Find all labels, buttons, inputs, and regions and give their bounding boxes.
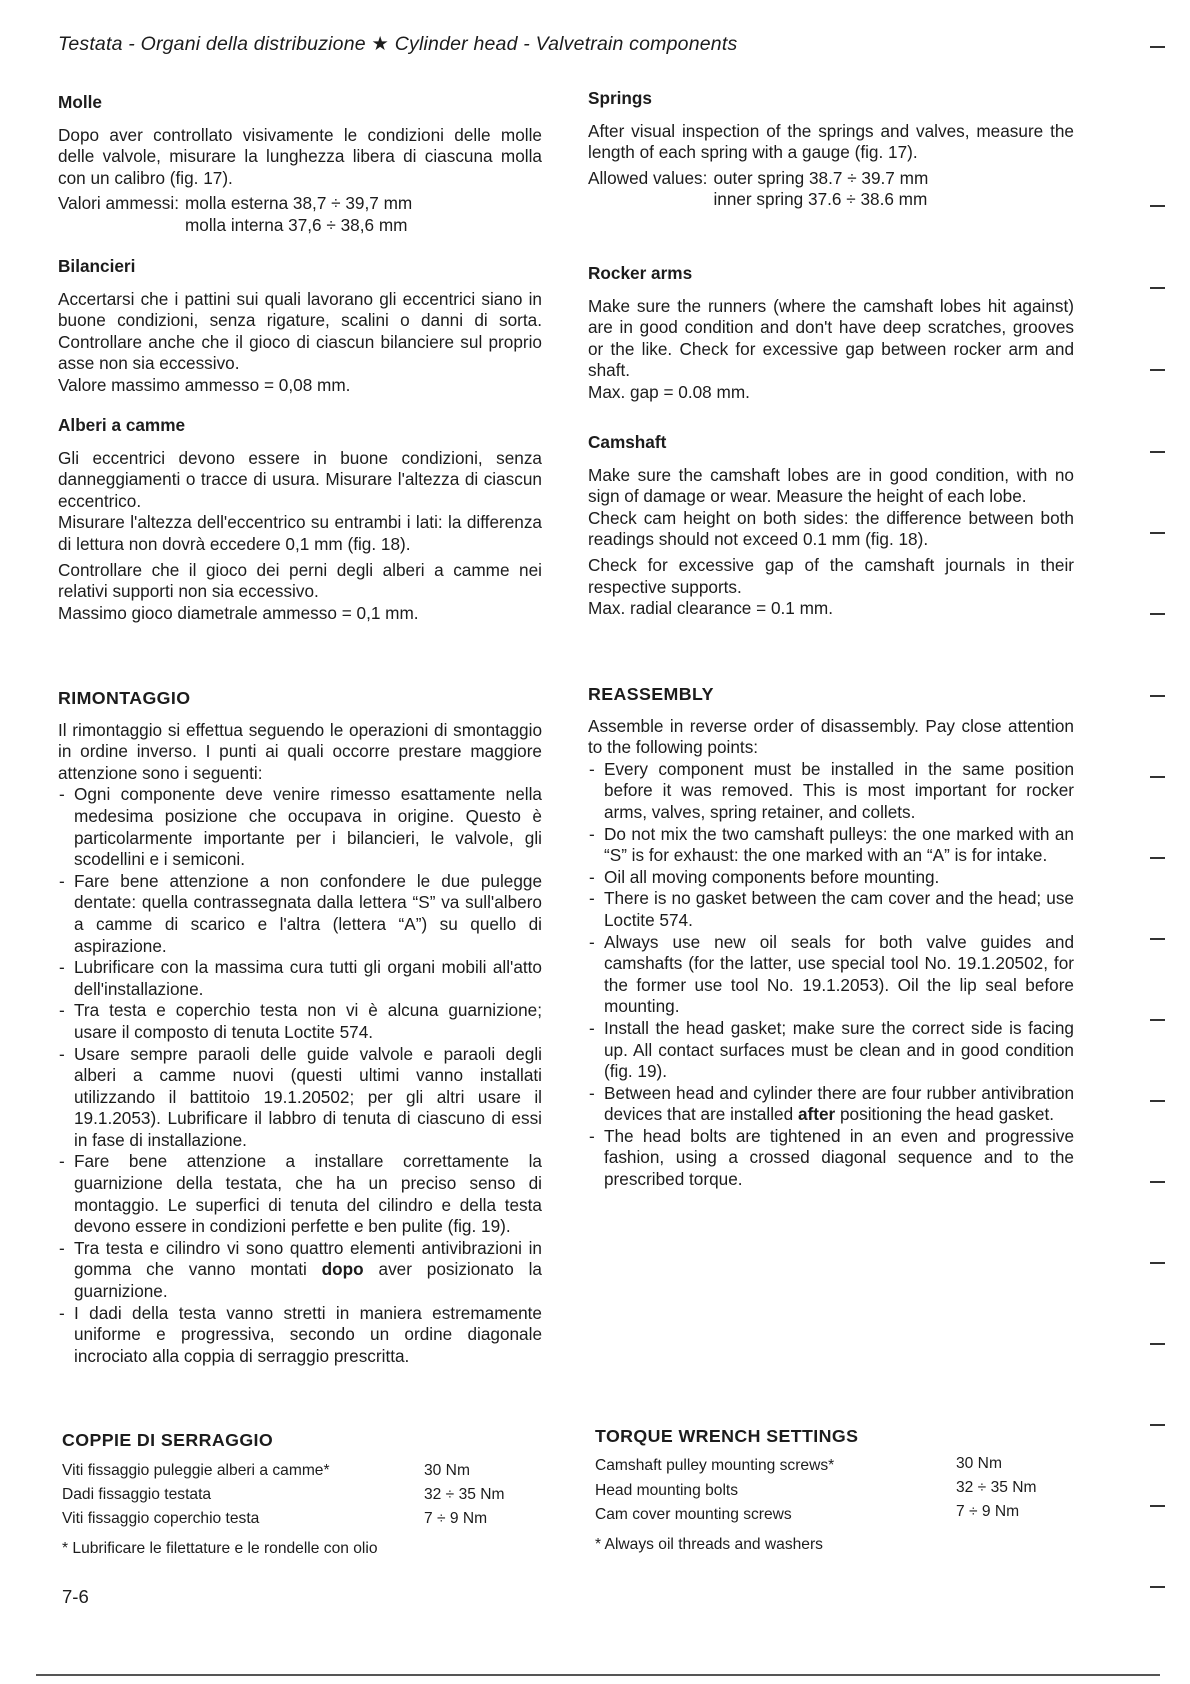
paragraph: Accertarsi che i pattini sui quali lavorano gli eccentrici siano in buone condizioni, senza rigature, scalini o danni di sorta. Controllare anche che il gioco di ciascun bilanciere sul proprio asse non sia eccessivo.: [58, 288, 542, 374]
list-item: - There is no gasket between the cam cover and the head; use Loctite 574.: [588, 888, 1074, 931]
list-item: - Oil all moving components before mounting.: [588, 867, 1074, 889]
section-title: Rocker arms: [588, 263, 693, 283]
list-item: - The head bolts are tightened in an even and progressive fashion, using a crossed diagonal sequence and to the prescribed torque.: [588, 1126, 1074, 1191]
torque-label: Viti fissaggio puleggie alberi a camme*: [62, 1462, 330, 1479]
list-item: - Do not mix the two camshaft pulleys: the one marked with an “S” is for exhaust: the one marked with an “A” is for intake.: [588, 824, 1074, 867]
margin-tick: [1150, 613, 1165, 615]
max-value: Max. gap = 0.08 mm.: [588, 381, 750, 402]
max-value: Max. radial clearance = 0.1 mm.: [588, 598, 834, 619]
reassembly-list: [58, 784, 542, 1367]
values-label: Valori ammessi:: [58, 193, 179, 214]
list-item: - Every component must be installed in the same position before it was removed. This is most important for rocker arms, valves, spring retainer, and collets.: [588, 759, 1074, 824]
torque-label: Dadi fissaggio testata: [62, 1486, 212, 1503]
margin-tick: [1150, 46, 1165, 48]
paragraph: After visual inspection of the springs and valves, measure the length of each spring with a gauge (fig. 17).: [588, 120, 1074, 163]
section-title: Camshaft: [588, 432, 667, 452]
page-header: Testata - Organi della distribuzione ★ Cylinder head - Valvetrain components: [58, 33, 738, 55]
torque-value: 7 ÷ 9 Nm: [424, 1510, 488, 1527]
torque-title-en: TORQUE WRENCH SETTINGS: [595, 1426, 859, 1446]
section-title: Molle: [58, 92, 102, 112]
section-camshaft: [588, 432, 1074, 624]
margin-tick: [1150, 532, 1165, 534]
list-item: - Lubrificare con la massima cura tutti gli organi mobili all'atto dell'installazione.: [58, 957, 542, 1000]
paragraph: Misurare l'altezza dell'eccentrico su entrambi i lati: la differenza di lettura non dovrà eccedere 0,1 mm (fig. 18).: [58, 512, 542, 554]
paragraph: Check cam height on both sides: the difference between both readings should not exceed 0.1 mm (fig. 18).: [588, 507, 1074, 550]
list-item: - Install the head gasket; make sure the correct side is facing up. All contact surfaces must be clean and in good condition (fig. 19).: [588, 1018, 1074, 1083]
torque-value: 30 Nm: [956, 1455, 1002, 1472]
list-item: - Between head and cylinder there are four rubber antivibration devices that are installed after positioning the head gasket.: [588, 1083, 1074, 1126]
margin-tick: [1150, 695, 1165, 697]
max-value: Valore massimo ammesso = 0,08 mm.: [58, 374, 351, 395]
margin-tick: [1150, 1181, 1165, 1183]
margin-tick: [1150, 776, 1165, 778]
torque-value: 30 Nm: [424, 1462, 470, 1479]
list-item: - Ogni componente deve venire rimesso esattamente nella medesima posizione che occupava in origine. Questo è particolarmente importante per i bilancieri, le valvole, gli scodellini e i semiconi.: [58, 784, 542, 870]
margin-tick: [1150, 369, 1165, 371]
list-item: - Fare bene attenzione a installare correttamente la guarnizione della testata, che ha un preciso senso di montaggio. Le superfici di tenuta del cilindro e della testa devono essere in condizioni perfette e ben pulite (fig. 19).: [58, 1151, 542, 1237]
margin-tick: [1150, 1100, 1165, 1102]
allowed-values: [588, 168, 928, 211]
section-title: REASSEMBLY: [588, 684, 714, 704]
section-springs: [588, 88, 1074, 211]
torque-label: Head mounting bolts: [595, 1482, 739, 1499]
value-outer: molla esterna 38,7 ÷ 39,7 mm: [184, 193, 413, 214]
paragraph: Make sure the camshaft lobes are in good condition, with no sign of damage or wear. Measure the height of each lobe.: [588, 464, 1074, 507]
bottom-rule: [36, 1674, 1160, 1676]
paragraph: Controllare che il gioco dei perni degli alberi a camme nei relativi supporti non sia eccessivo.: [58, 559, 542, 602]
paragraph: Dopo aver controllato visivamente le condizioni delle molle delle valvole, misurare la lunghezza libera di ciascuna molla con un calibro (fig. 17).: [58, 124, 542, 188]
reassembly-list: [588, 759, 1074, 1191]
list-item: - Tra testa e coperchio testa non vi è alcuna guarnizione; usare il composto di tenuta Loctite 574.: [58, 1000, 542, 1043]
margin-tick: [1150, 1019, 1165, 1021]
paragraph: Il rimontaggio si effettua seguendo le operazioni di smontaggio in ordine inverso. I punti ai quali occorre prestare maggiore attenzione sono i seguenti:: [58, 719, 542, 783]
list-item: - Fare bene attenzione a non confondere le due pulegge dentate: quella contrassegnata dalla lettera “S” va sull'albero a camme di scarico e l'altra (lettera “A”) su quello di aspirazione.: [58, 871, 542, 957]
section-title: Springs: [588, 88, 652, 108]
section-title: Alberi a camme: [58, 415, 186, 435]
margin-tick: [1150, 1424, 1165, 1426]
max-value: Massimo gioco diametrale ammesso = 0,1 mm.: [58, 602, 419, 623]
allowed-values: [58, 193, 412, 236]
torque-label: Camshaft pulley mounting screws*: [595, 1457, 835, 1474]
section-title: RIMONTAGGIO: [58, 688, 191, 708]
margin-tick: [1150, 938, 1165, 940]
torque-title-it: COPPIE DI SERRAGGIO: [62, 1430, 274, 1450]
list-item: - Usare sempre paraoli delle guide valvole e paraoli degli alberi a camme nuovi (questi ultimi vanno installati utilizzando il battitoio 19.1.20502; per gli altri usare il 19.1.2053). Lubrificare il labbro di tenuta di ciascuno di essi in fase di installazione.: [58, 1044, 542, 1152]
margin-tick: [1150, 857, 1165, 859]
margin-tick: [1150, 451, 1165, 453]
paragraph: Assemble in reverse order of disassembly. Pay close attention to the following points:: [588, 715, 1074, 758]
value-inner: inner spring 37.6 ÷ 38.6 mm: [713, 189, 928, 210]
margin-tick: [1150, 287, 1165, 289]
torque-value: 32 ÷ 35 Nm: [956, 1479, 1037, 1496]
section-molle: [58, 92, 542, 237]
torque-value: 7 ÷ 9 Nm: [956, 1503, 1020, 1520]
margin-tick: [1150, 1505, 1165, 1507]
section-bilancieri: [58, 256, 542, 401]
value-outer: outer spring 38.7 ÷ 39.7 mm: [713, 167, 929, 188]
torque-label: Viti fissaggio coperchio testa: [62, 1510, 260, 1527]
paragraph: Gli eccentrici devono essere in buone condizioni, senza danneggiamenti o tracce di usura. Misurare l'altezza di ciascun eccentrico.: [58, 447, 542, 511]
paragraph: Make sure the runners (where the camshaft lobes hit against) are in good condition and don't have deep scratches, grooves or the like. Check for excessive gap between rocker arm and shaft.: [588, 295, 1074, 381]
margin-tick: [1150, 205, 1165, 207]
value-inner: molla interna 37,6 ÷ 38,6 mm: [184, 214, 408, 235]
torque-note-it: * Lubrificare le filettature e le rondelle con olio: [62, 1540, 378, 1557]
section-alberi-a-camme: [58, 415, 542, 628]
margin-tick: [1150, 1262, 1165, 1264]
paragraph: Check for excessive gap of the camshaft journals in their respective supports.: [588, 554, 1074, 597]
section-title: Bilancieri: [58, 256, 136, 276]
margin-tick: [1150, 1343, 1165, 1345]
section-reassembly: [588, 684, 1074, 1191]
page-number: 7-6: [62, 1586, 89, 1607]
list-item: - I dadi della testa vanno stretti in maniera estremamente uniforme e progressiva, secondo un ordine diagonale incrociato alla coppia di serraggio prescritta.: [58, 1303, 542, 1368]
torque-value: 32 ÷ 35 Nm: [424, 1486, 505, 1503]
list-item: - Always use new oil seals for both valve guides and camshafts (for the latter, use special tool No. 19.1.20502, for the former use tool No. 19.1.2053). Oil the lip seal before mounting.: [588, 932, 1074, 1018]
torque-label: Cam cover mounting screws: [595, 1506, 792, 1523]
section-rimontaggio: [58, 688, 542, 1367]
list-item: - Tra testa e cilindro vi sono quattro elementi antivibrazioni in gomma che vanno montati dopo aver posizionato la guarnizione.: [58, 1238, 542, 1303]
torque-note-en: * Always oil threads and washers: [595, 1536, 823, 1553]
values-label: Allowed values:: [588, 167, 708, 188]
section-rocker-arms: [588, 263, 1074, 408]
margin-tick: [1150, 1586, 1165, 1588]
